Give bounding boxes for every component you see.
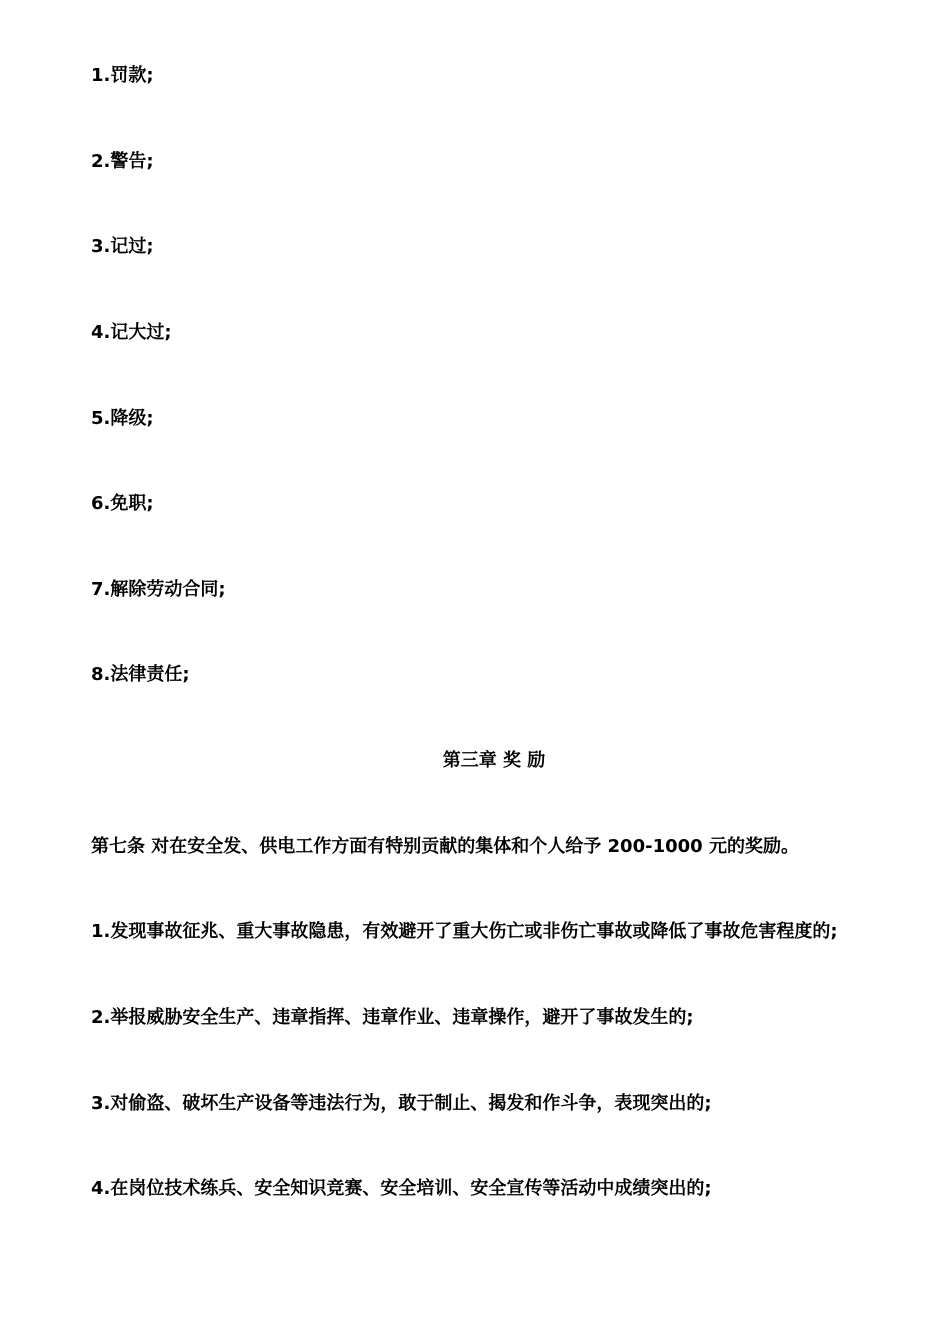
penalty-item-1: 1.罚款; bbox=[91, 65, 154, 86]
penalty-item-7: 7.解除劳动合同; bbox=[91, 579, 226, 600]
reward-item-3: 3.对偷盗、破坏生产设备等违法行为，敢于制止、揭发和作斗争，表现突出的; bbox=[91, 1093, 712, 1114]
penalty-item-8: 8.法律责任; bbox=[91, 664, 190, 685]
chapter-title: 第三章 奖 励 bbox=[442, 750, 546, 771]
penalty-item-5: 5.降级; bbox=[91, 408, 154, 429]
article-7: 第七条 对在安全发、供电工作方面有特别贡献的集体和个人给予 200-1000 元的奖励。 bbox=[91, 836, 799, 857]
reward-item-4: 4.在岗位技术练兵、安全知识竞赛、安全培训、安全宣传等活动中成绩突出的; bbox=[91, 1178, 712, 1199]
penalty-item-3: 3.记过; bbox=[91, 236, 154, 257]
reward-item-1: 1.发现事故征兆、重大事故隐患，有效避开了重大伤亡或非伤亡事故或降低了事故危害程度的; bbox=[91, 921, 838, 942]
reward-item-2: 2.举报威胁安全生产、违章指挥、违章作业、违章操作，避开了事故发生的; bbox=[91, 1007, 694, 1028]
penalty-item-6: 6.免职; bbox=[91, 493, 154, 514]
penalty-item-2: 2.警告; bbox=[91, 151, 154, 172]
penalty-item-4: 4.记大过; bbox=[91, 322, 172, 343]
